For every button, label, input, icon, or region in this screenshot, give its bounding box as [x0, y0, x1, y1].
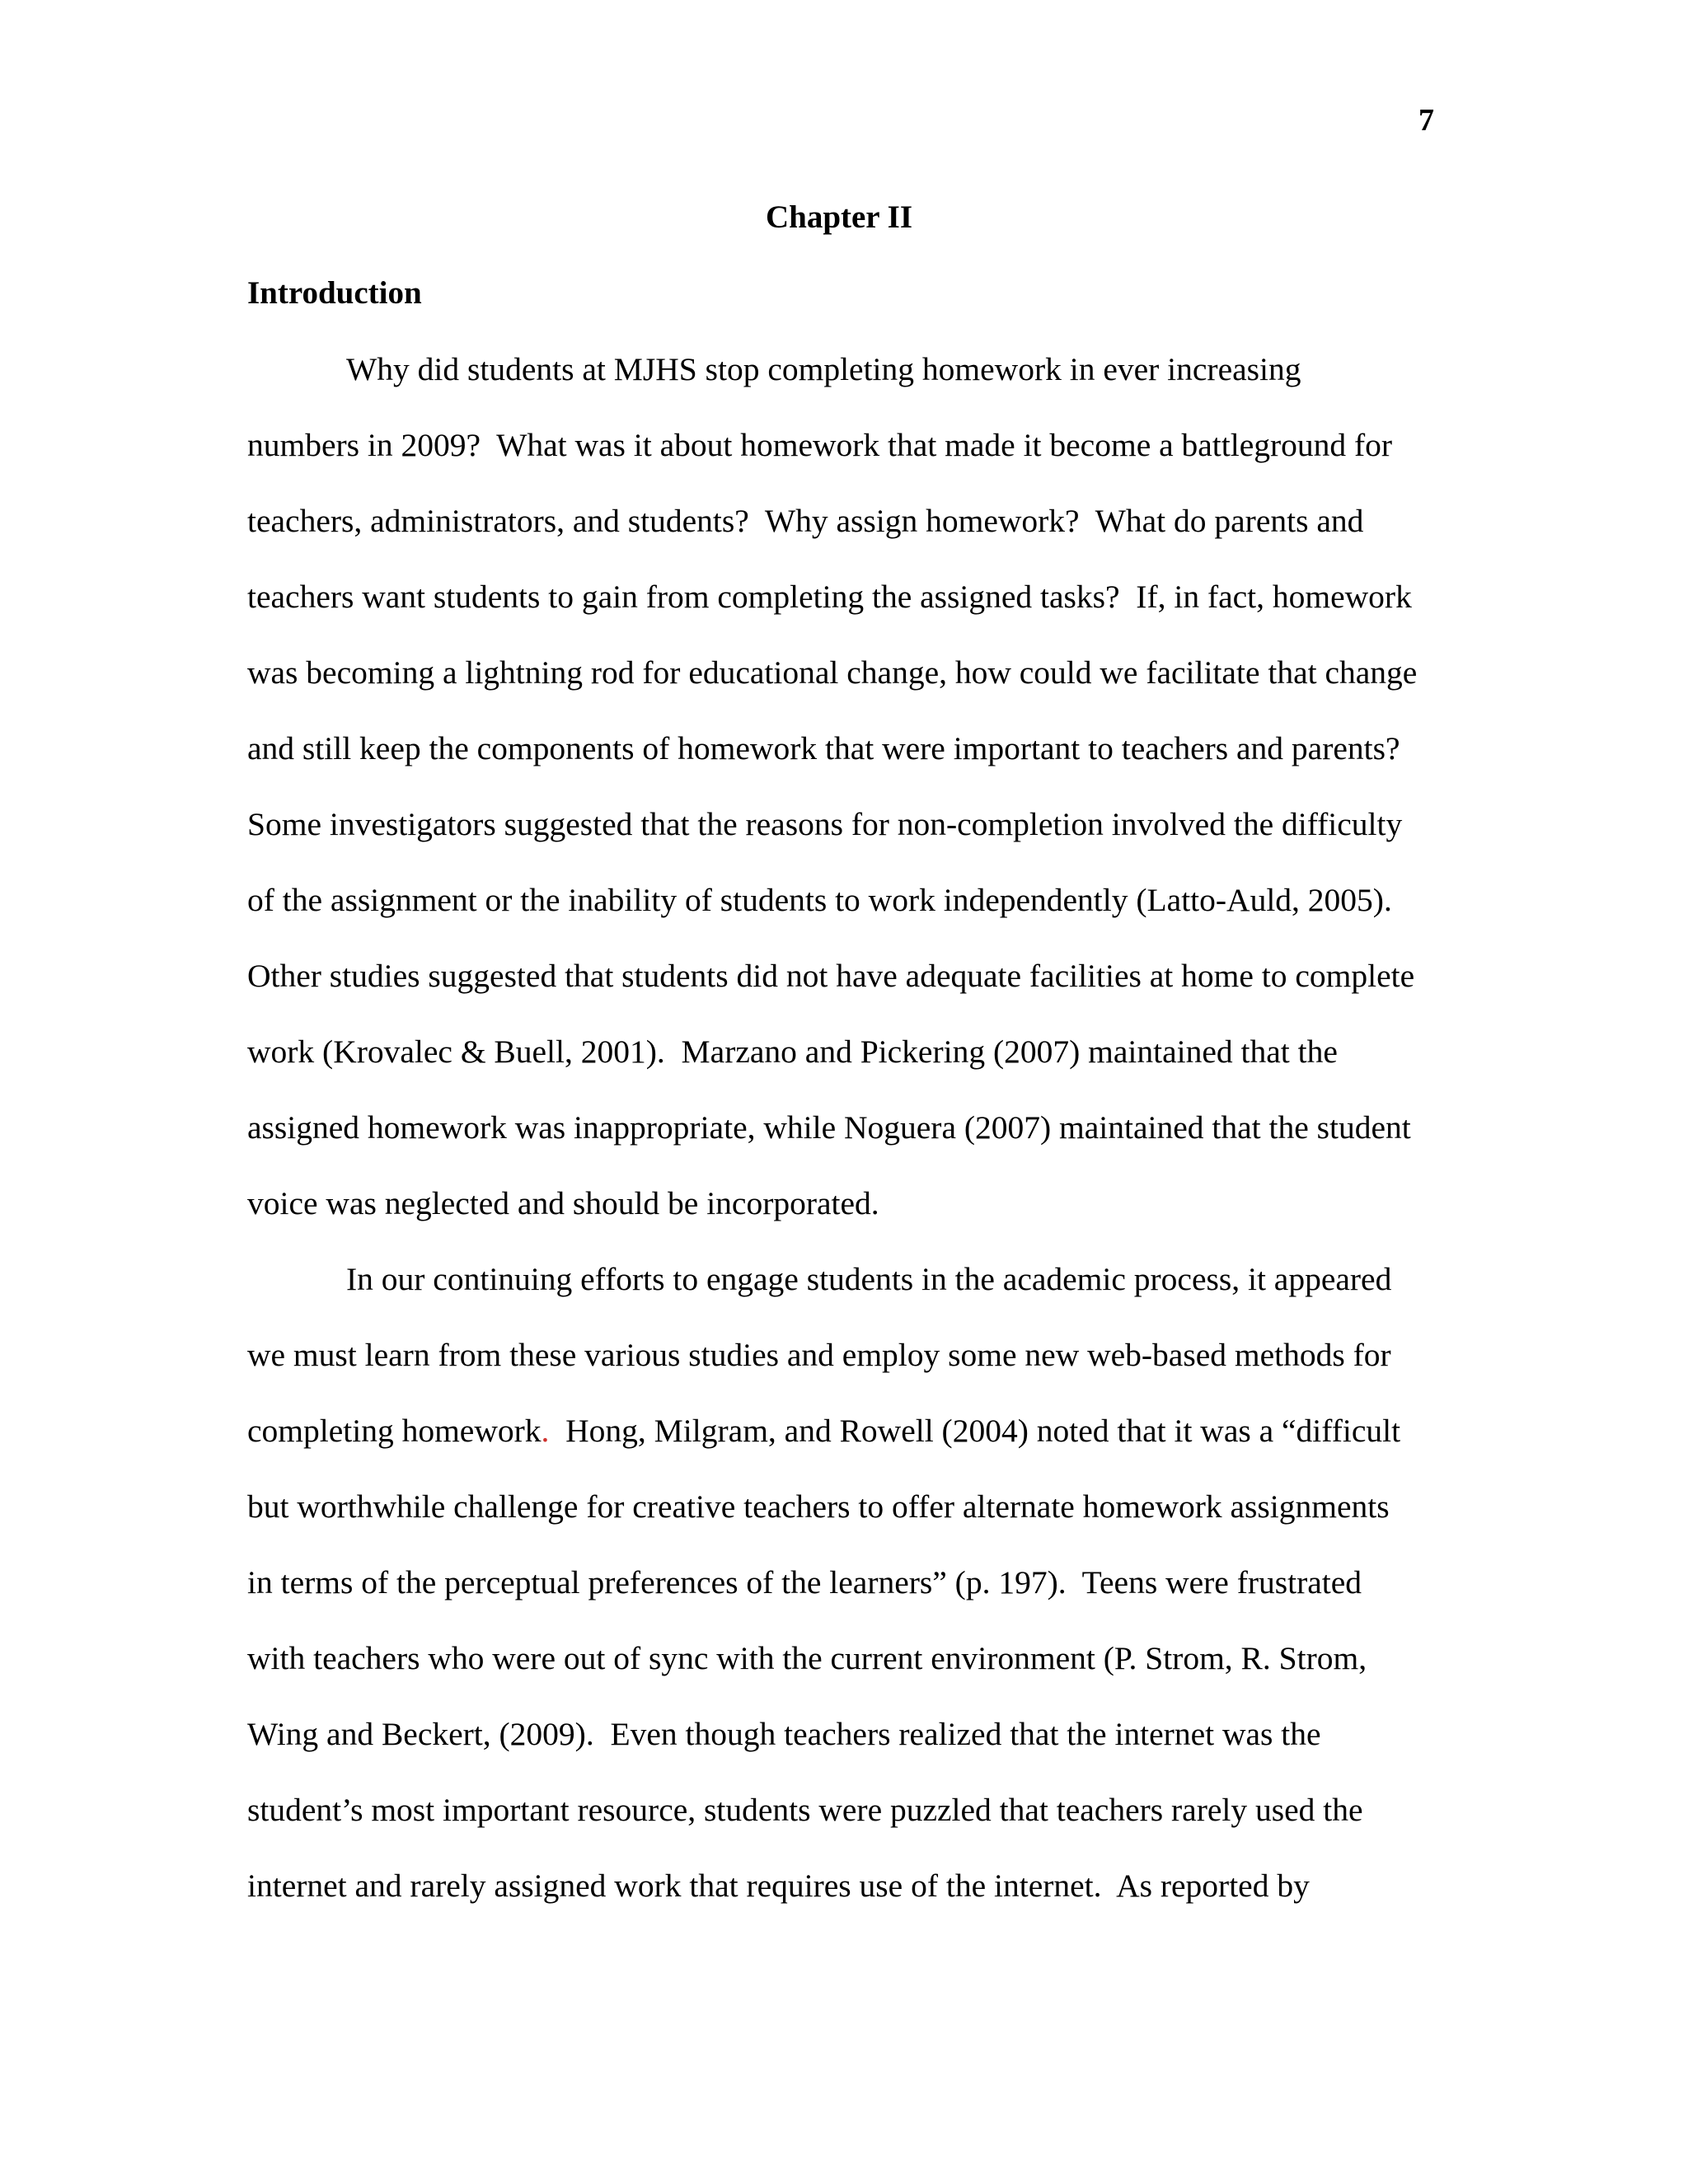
paragraph-line: in terms of the perceptual preferences of the learners” (p. 197). Teens were frustrated: [247, 1564, 1362, 1601]
paragraph-line-mixed: [247, 1408, 1451, 1483]
paragraph-line: voice was neglected and should be incorporated.: [247, 1185, 879, 1221]
line-segment: completing homework: [247, 1413, 542, 1449]
paragraph-line: assigned homework was inappropriate, while Noguera (2007) maintained that the student: [247, 1109, 1411, 1146]
red-period-mark: .: [541, 1413, 550, 1449]
paragraph-line: teachers, administrators, and students? Why assign homework? What do parents and: [247, 503, 1364, 539]
paragraph-line: numbers in 2009? What was it about homework that made it become a battleground for: [247, 427, 1393, 463]
paragraph-line: and still keep the components of homework that were important to teachers and parents?: [247, 730, 1400, 766]
chapter-title: Chapter II: [765, 199, 913, 235]
paragraph-line: we must learn from these various studies and employ some new web-based methods for: [247, 1337, 1391, 1373]
paragraph-line: student’s most important resource, students were puzzled that teachers rarely used the: [247, 1792, 1363, 1828]
paragraph-line: with teachers who were out of sync with the current environment (P. Strom, R. Strom,: [247, 1640, 1367, 1676]
body-text: [247, 346, 1451, 1938]
paragraph-line: of the assignment or the inability of students to work independently (Latto-Auld, 2005).: [247, 882, 1392, 918]
paragraph-line: Why did students at MJHS stop completing homework in ever increasing: [346, 351, 1301, 387]
paragraph-line: internet and rarely assigned work that requires use of the internet. As reported by: [247, 1868, 1310, 1904]
paragraph-line: Some investigators suggested that the reasons for non-completion involved the difficulty: [247, 806, 1403, 842]
paragraph-line: teachers want students to gain from completing the assigned tasks? If, in fact, homework: [247, 579, 1412, 615]
page-number: 7: [1418, 103, 1434, 138]
paragraph-line: was becoming a lightning rod for educational change, how could we facilitate that change: [247, 654, 1418, 691]
paragraph-line: Other studies suggested that students did not have adequate facilities at home to complete: [247, 958, 1415, 994]
section-heading: Introduction: [247, 275, 422, 311]
paragraph-line: but worthwhile challenge for creative teachers to offer alternate homework assignments: [247, 1488, 1390, 1525]
paragraph-line: In our continuing efforts to engage students in the academic process, it appeared: [346, 1261, 1392, 1297]
paragraph-line: work (Krovalec & Buell, 2001). Marzano and Pickering (2007) maintained that the: [247, 1033, 1338, 1070]
line-segment: Hong, Milgram, and Rowell (2004) noted that it was a “difficult: [549, 1413, 1401, 1449]
paragraph-line: Wing and Beckert, (2009). Even though teachers realized that the internet was the: [247, 1716, 1321, 1752]
